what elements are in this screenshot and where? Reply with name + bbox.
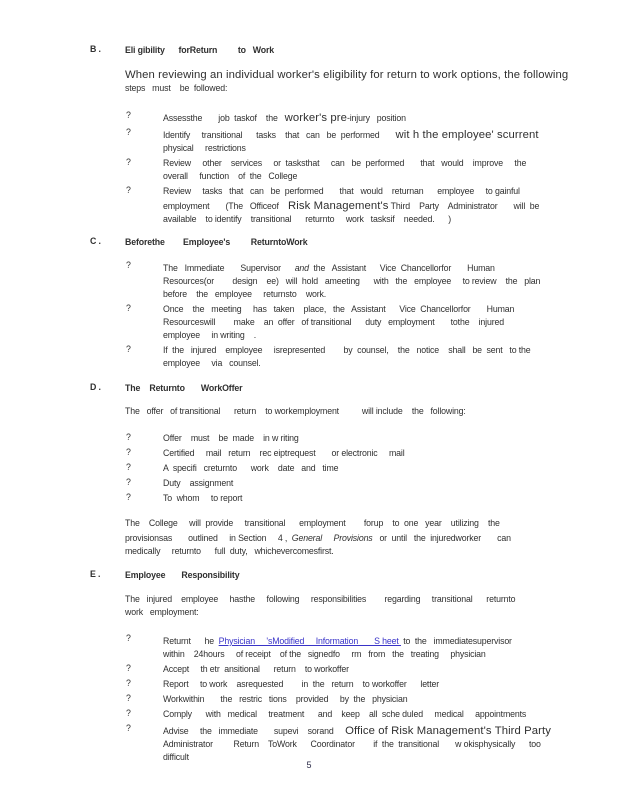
- section-title: Beforethe Employee's ReturntoWork: [125, 237, 308, 247]
- list-item: [126, 447, 568, 460]
- text-line: Duty assignment: [163, 478, 234, 488]
- text-line: Resources(or design ee) will hold ameeting with the employee to review the plan: [163, 276, 541, 286]
- text-line: [163, 260, 568, 275]
- bullet-marker: ?: [126, 693, 131, 703]
- text-line: Review tasks that can be performed that would returnan employee to gainful: [163, 186, 520, 196]
- text-line: To whom to report: [163, 493, 243, 503]
- section-letter: B .: [90, 44, 101, 54]
- page-number: 5: [306, 760, 312, 770]
- paragraph: [125, 517, 568, 558]
- text-line: employee in writing .: [163, 330, 257, 340]
- text-segment: and: [294, 263, 309, 273]
- paragraph: [125, 68, 568, 95]
- text-line: difficult: [163, 752, 189, 762]
- text-segment: worker's pre: [284, 112, 347, 124]
- text-line: Administrator Return ToWork Coordinator if the transitional w okisphysically too: [163, 739, 541, 749]
- text-line: [163, 127, 568, 142]
- list-item: [126, 663, 568, 676]
- text-line: employee via counsel.: [163, 358, 261, 368]
- bullet-list: [90, 432, 568, 505]
- text-line: Report to work asrequested in the return to workoffer letter: [163, 679, 440, 689]
- text-line: The offer of transitional return to workemployment will include the following:: [125, 406, 466, 416]
- text-line: A specifi creturnto work date and time: [163, 463, 339, 473]
- text-line: Workwithin the restric tions provided by the physician: [163, 694, 408, 704]
- text-segment: provisionsas outlined in Section 4 ,: [125, 533, 292, 543]
- text-line: [125, 530, 568, 545]
- text-line: If the injured employee isrepresented by counsel, the notice shall be sent to the: [163, 345, 531, 355]
- text-segment: -injury position: [346, 113, 406, 123]
- text-line: [163, 110, 568, 125]
- page-content: [90, 44, 568, 766]
- text-line: The College will provide transitional employment forup to one year utilizing the: [125, 518, 500, 528]
- text-segment: to the immediatesupervisor: [400, 636, 512, 646]
- text-line: steps must be followed:: [125, 83, 228, 93]
- section-letter: D .: [90, 382, 101, 392]
- text-line: available to identify transitional returnto work tasksif needed. ): [163, 214, 452, 224]
- list-item: [126, 492, 568, 505]
- text-line: [163, 723, 568, 738]
- bullet-list: [90, 260, 568, 370]
- text-line: within 24hours of receipt of the signedfo rm from the treating physician: [163, 649, 486, 659]
- list-item: [126, 157, 568, 183]
- text-segment: Advise the immediate supevi sorand: [163, 726, 346, 736]
- text-segment: wit h the employee' scurrent: [395, 129, 539, 141]
- section-title: Employee Responsibility: [125, 570, 240, 580]
- text-line: medically returnto full duty, whichevercomesfirst.: [125, 546, 334, 556]
- bullet-marker: ?: [126, 127, 131, 137]
- bullet-marker: ?: [126, 723, 131, 733]
- text-line: before the employee returnsto work.: [163, 289, 327, 299]
- bullet-list: [90, 110, 568, 226]
- section-title: Eli gibility forReturn to Work: [125, 45, 274, 55]
- list-item: [126, 708, 568, 721]
- paragraph: [125, 593, 568, 619]
- text-line: Review other services or tasksthat can be performed that would improve the: [163, 158, 527, 168]
- text-line: [163, 198, 568, 213]
- bullet-marker: ?: [126, 303, 131, 313]
- list-item: [126, 127, 568, 155]
- text-line: physical restrictions: [163, 143, 246, 153]
- text-segment: or until the injuredworker can: [372, 533, 511, 543]
- list-item: [126, 303, 568, 342]
- list-item: [126, 693, 568, 706]
- bullet-marker: ?: [126, 110, 131, 120]
- bullet-marker: ?: [126, 633, 131, 643]
- section-heading-b: [90, 44, 568, 57]
- list-item: [126, 723, 568, 764]
- bullet-marker: ?: [126, 447, 131, 457]
- list-item: [126, 260, 568, 301]
- list-item: [126, 678, 568, 691]
- text-segment: employment (The Officeof: [163, 201, 288, 211]
- bullet-marker: ?: [126, 477, 131, 487]
- text-line: When reviewing an individual worker's eligibility for return to work options, the following: [125, 69, 569, 81]
- bullet-marker: ?: [126, 678, 131, 688]
- text-line: overall function of the College: [163, 171, 298, 181]
- bullet-marker: ?: [126, 260, 131, 270]
- bullet-marker: ?: [126, 432, 131, 442]
- text-line: Comply with medical treatment and keep all sche duled medical appointments: [163, 709, 527, 719]
- list-item: [126, 633, 568, 661]
- text-segment: Assessthe job taskof the: [163, 113, 285, 123]
- text-segment: Risk Management's: [287, 200, 389, 212]
- bullet-marker: ?: [126, 344, 131, 354]
- text-line: Offer must be made in w riting: [163, 433, 299, 443]
- text-line: [163, 633, 568, 648]
- text-segment: General Provisions: [291, 533, 373, 543]
- text-segment: Office of Risk Management's Third Party: [345, 725, 552, 737]
- section-letter: E .: [90, 569, 101, 579]
- bullet-marker: ?: [126, 185, 131, 195]
- list-item: [126, 344, 568, 370]
- text-segment: the Assistant Vice Chancellorfor Human: [308, 263, 495, 273]
- bullet-marker: ?: [126, 157, 131, 167]
- bullet-marker: ?: [126, 462, 131, 472]
- text-line: The injured employee hasthe following responsibilities regarding transitional returnto: [125, 594, 516, 604]
- text-segment: Third Party Administrator will be: [388, 201, 540, 211]
- section-heading-e: [90, 569, 568, 582]
- bullet-list: [90, 633, 568, 764]
- bullet-marker: ?: [126, 708, 131, 718]
- text-line: Certified mail return rec eiptrequest or electronic mail: [163, 448, 405, 458]
- list-item: [126, 110, 568, 125]
- text-segment: The Immediate Supervisor: [163, 263, 295, 273]
- bullet-marker: ?: [126, 492, 131, 502]
- text-segment: Identify transitional tasks that can be performed: [163, 130, 396, 140]
- section-heading-d: [90, 382, 568, 395]
- text-line: Resourceswill make an offer of transitional duty employment tothe injured: [163, 317, 504, 327]
- list-item: [126, 432, 568, 445]
- list-item: [126, 477, 568, 490]
- list-item: [126, 462, 568, 475]
- section-letter: C .: [90, 236, 101, 246]
- bullet-marker: ?: [126, 663, 131, 673]
- list-item: [126, 185, 568, 226]
- section-heading-c: [90, 236, 568, 249]
- physician-modified-information-sheet-link[interactable]: Physician 'sModified Information S heet: [218, 636, 401, 646]
- text-line: work employment:: [125, 607, 199, 617]
- text-line: Accept th etr ansitional return to workoffer: [163, 664, 349, 674]
- paragraph: [125, 405, 568, 418]
- section-title: The Returnto WorkOffer: [125, 383, 243, 393]
- text-line: Once the meeting has taken place, the Assistant Vice Chancellorfor Human: [163, 304, 515, 314]
- text-segment: Returnt he: [163, 636, 219, 646]
